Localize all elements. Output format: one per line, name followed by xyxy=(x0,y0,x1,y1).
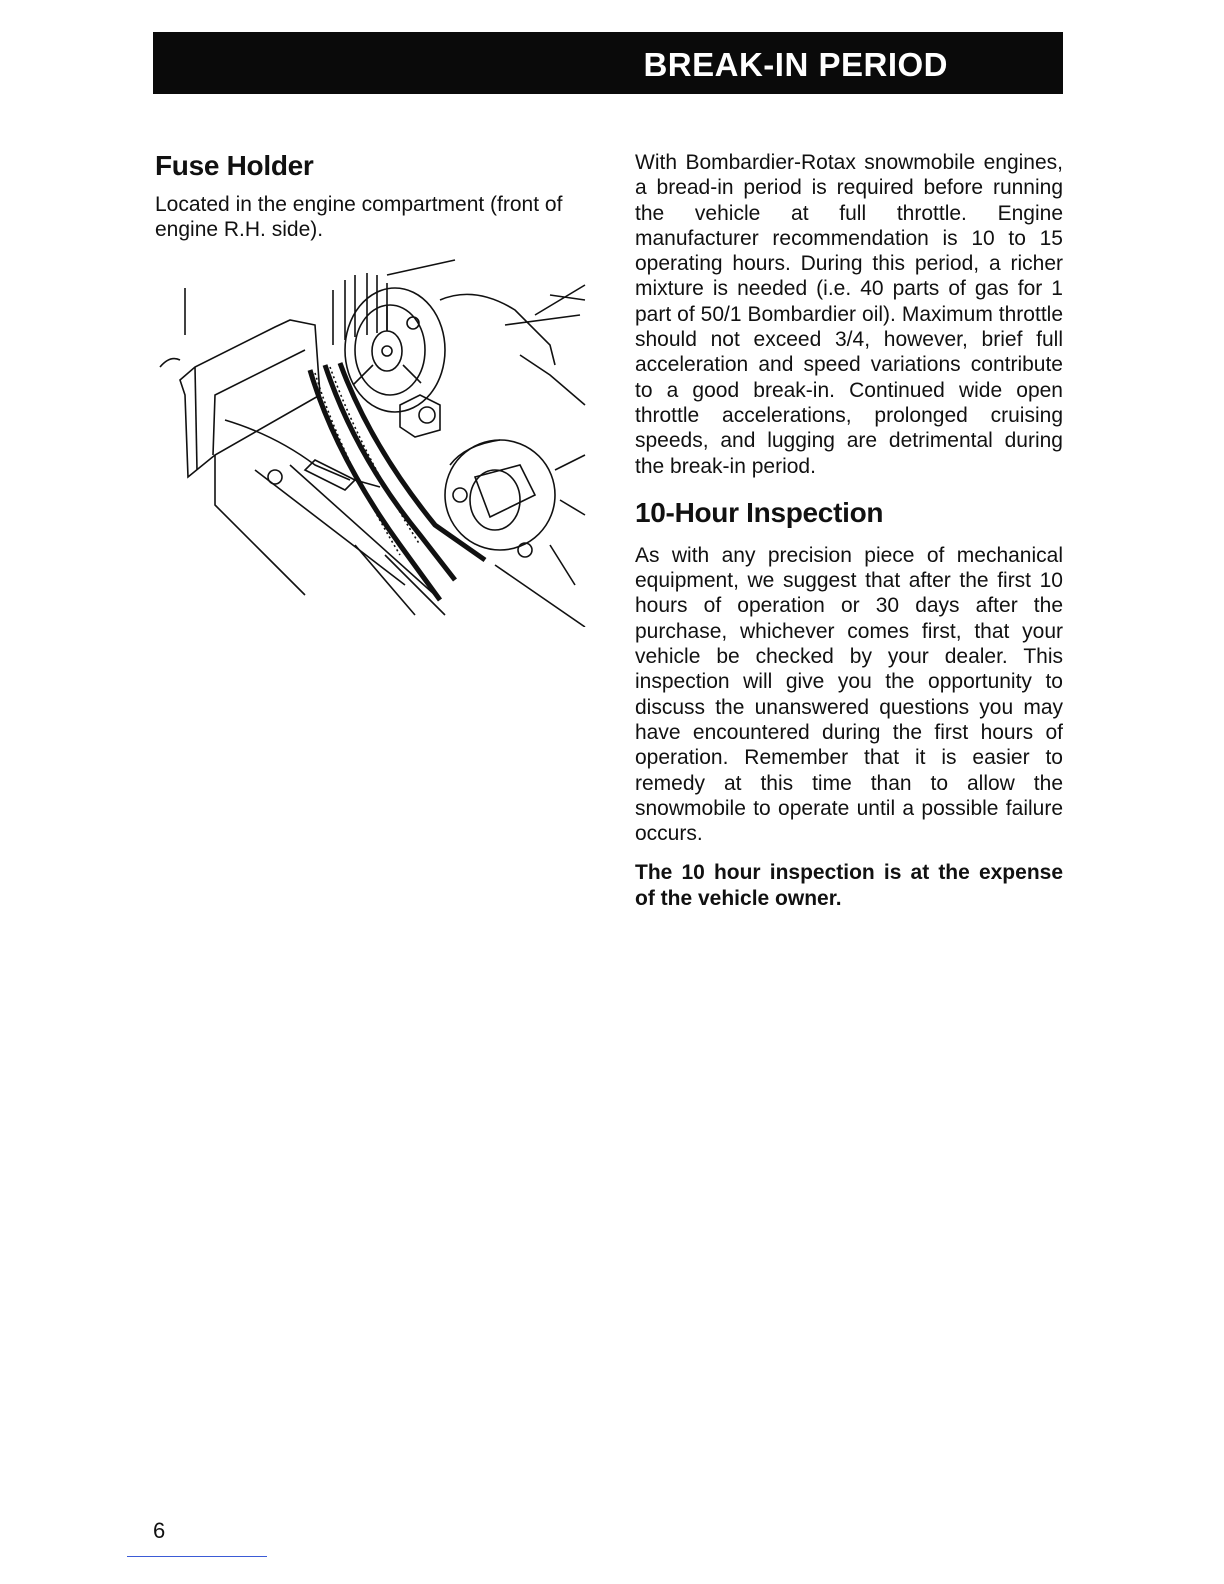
right-column xyxy=(635,150,1063,911)
left-column xyxy=(155,150,583,243)
page-number: 6 xyxy=(153,1518,166,1543)
fuse-holder-heading: Fuse Holder xyxy=(155,150,314,181)
inspection-text: As with any precision piece of mechanical equipment, we suggest that after the first 10 hours of operation or 30 days after the purchase, whichever comes first, that your vehicle be checked by your dealer. This inspection will give you the opportunity to discuss the unanswered questions you may have encountered during the first hours of operation. Remember that it is easier to remedy at this time than to allow the snowmobile to operate until a possible failure occurs. xyxy=(635,543,1063,846)
engine-compartment-illustration xyxy=(155,255,587,627)
break-in-text: With Bombardier-Rotax snowmobile engines, a bread-in period is required before running the vehicle at full throttle. Engine manufacturer recommendation is 10 to 15 operating hours. During this period, a richer mixture is needed (i.e. 40 parts of gas for 1 part of 50/1 Bombardier oil). Maximum throttle should not exceed 3/4, however, brief full acceleration and speed variations contribute to a good break-in. Continued wide open throttle accelerations, prolonged cruising speeds, and lugging are detrimental during the break-in period. xyxy=(635,151,1063,478)
page-title: BREAK-IN PERIOD xyxy=(643,46,948,83)
footer-divider xyxy=(127,1556,267,1557)
fuse-holder-text: Located in the engine compartment (front of engine R.H. side). xyxy=(155,193,563,242)
header-bar xyxy=(153,32,1063,94)
inspection-heading: 10-Hour Inspection xyxy=(635,496,884,528)
inspection-note: The 10 hour inspection is at the expense of the vehicle owner. xyxy=(635,861,1063,910)
